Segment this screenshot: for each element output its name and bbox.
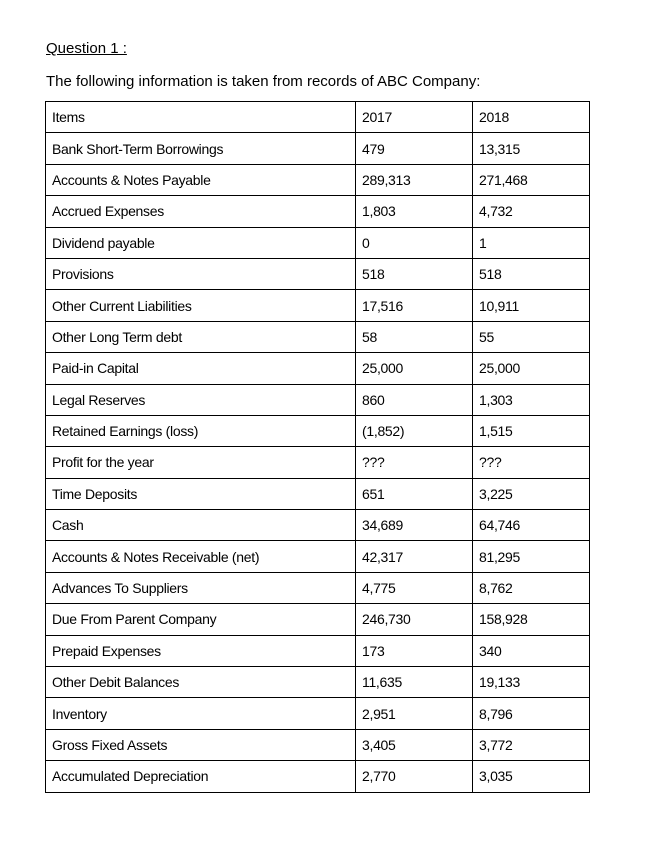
row-value-2017: 1,803 — [356, 196, 473, 227]
row-value-2017: 651 — [356, 478, 473, 509]
row-item-label: Accrued Expenses — [46, 196, 356, 227]
row-item-label: Prepaid Expenses — [46, 635, 356, 666]
question-title: Question 1 : — [46, 40, 127, 57]
table-row — [46, 353, 590, 384]
row-item-label: Dividend payable — [46, 227, 356, 258]
row-value-2018: 13,315 — [473, 133, 590, 164]
row-value-2018: 3,225 — [473, 478, 590, 509]
row-item-label: Accumulated Depreciation — [46, 761, 356, 792]
table-row — [46, 604, 590, 635]
row-item-label: Bank Short-Term Borrowings — [46, 133, 356, 164]
row-item-label: Advances To Suppliers — [46, 572, 356, 603]
intro-text: The following information is taken from records of ABC Company: — [46, 73, 481, 90]
table-row — [46, 447, 590, 478]
table-row — [46, 667, 590, 698]
table-row — [46, 635, 590, 666]
table-row — [46, 258, 590, 289]
row-value-2018: 271,468 — [473, 164, 590, 195]
table-row — [46, 698, 590, 729]
row-value-2017: 58 — [356, 321, 473, 352]
row-value-2017: 2,951 — [356, 698, 473, 729]
row-value-2017: 2,770 — [356, 761, 473, 792]
header-2018: 2018 — [473, 102, 590, 133]
row-value-2017: 860 — [356, 384, 473, 415]
header-2017: 2017 — [356, 102, 473, 133]
row-value-2017: 173 — [356, 635, 473, 666]
table-row — [46, 164, 590, 195]
table-row — [46, 227, 590, 258]
row-item-label: Legal Reserves — [46, 384, 356, 415]
table-row — [46, 541, 590, 572]
table-header-row — [46, 102, 590, 133]
row-value-2018: 8,762 — [473, 572, 590, 603]
row-item-label: Gross Fixed Assets — [46, 729, 356, 760]
row-item-label: Accounts & Notes Payable — [46, 164, 356, 195]
table-row — [46, 415, 590, 446]
row-item-label: Provisions — [46, 258, 356, 289]
row-value-2018: 55 — [473, 321, 590, 352]
row-value-2018: 3,772 — [473, 729, 590, 760]
row-value-2018: 19,133 — [473, 667, 590, 698]
row-value-2017: 25,000 — [356, 353, 473, 384]
row-value-2018: 81,295 — [473, 541, 590, 572]
row-value-2017: 289,313 — [356, 164, 473, 195]
table-row — [46, 572, 590, 603]
header-items: Items — [46, 102, 356, 133]
row-item-label: Other Debit Balances — [46, 667, 356, 698]
row-value-2018: 64,746 — [473, 510, 590, 541]
table-row — [46, 478, 590, 509]
table-row — [46, 321, 590, 352]
table-row — [46, 290, 590, 321]
row-value-2017: 42,317 — [356, 541, 473, 572]
row-value-2018: 3,035 — [473, 761, 590, 792]
table-row — [46, 196, 590, 227]
row-value-2017: ??? — [356, 447, 473, 478]
row-item-label: Other Long Term debt — [46, 321, 356, 352]
table-row — [46, 729, 590, 760]
row-value-2017: 0 — [356, 227, 473, 258]
row-value-2018: 518 — [473, 258, 590, 289]
table-row — [46, 384, 590, 415]
row-item-label: Due From Parent Company — [46, 604, 356, 635]
row-value-2017: (1,852) — [356, 415, 473, 446]
row-value-2017: 518 — [356, 258, 473, 289]
row-value-2018: 158,928 — [473, 604, 590, 635]
financial-records-table — [45, 101, 590, 793]
row-value-2018: ??? — [473, 447, 590, 478]
row-item-label: Other Current Liabilities — [46, 290, 356, 321]
row-value-2018: 1,515 — [473, 415, 590, 446]
row-value-2017: 3,405 — [356, 729, 473, 760]
row-value-2017: 246,730 — [356, 604, 473, 635]
row-value-2018: 25,000 — [473, 353, 590, 384]
table-row — [46, 761, 590, 792]
row-value-2017: 479 — [356, 133, 473, 164]
row-value-2018: 10,911 — [473, 290, 590, 321]
row-item-label: Profit for the year — [46, 447, 356, 478]
row-value-2017: 17,516 — [356, 290, 473, 321]
row-item-label: Inventory — [46, 698, 356, 729]
row-item-label: Paid-in Capital — [46, 353, 356, 384]
row-item-label: Accounts & Notes Receivable (net) — [46, 541, 356, 572]
table-row — [46, 510, 590, 541]
row-value-2018: 340 — [473, 635, 590, 666]
row-value-2017: 34,689 — [356, 510, 473, 541]
row-value-2017: 11,635 — [356, 667, 473, 698]
row-item-label: Cash — [46, 510, 356, 541]
row-value-2018: 4,732 — [473, 196, 590, 227]
row-value-2017: 4,775 — [356, 572, 473, 603]
row-item-label: Retained Earnings (loss) — [46, 415, 356, 446]
row-item-label: Time Deposits — [46, 478, 356, 509]
row-value-2018: 1 — [473, 227, 590, 258]
row-value-2018: 8,796 — [473, 698, 590, 729]
table-row — [46, 133, 590, 164]
row-value-2018: 1,303 — [473, 384, 590, 415]
